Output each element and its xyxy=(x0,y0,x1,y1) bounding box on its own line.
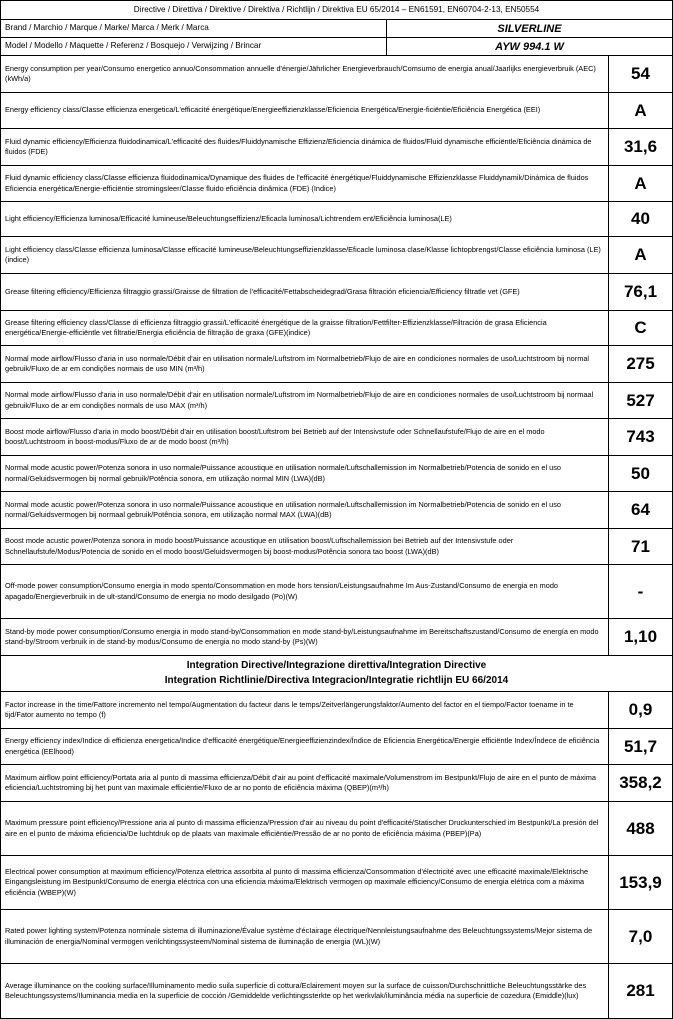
row-value: C xyxy=(608,310,673,346)
row-label: Rated power lighting system/Potenza norminale sistema di illuminazione/Évalue système d'écIairage électrique/Nennleistungsaufnahme des Beleuchtungssystems/Mejor sistema de illuminación de energia/Nominal vermogen verilchtingssysteem/Nominal sistema de iluminação de energia (WL)(W) xyxy=(0,909,609,964)
row-value: 54 xyxy=(608,55,673,93)
row-label: Fluid dynamic efficiency/Efficienza fluidodinamica/L'efficacité des fluides/Fluiddynamische Effizienz/Eficiencia dinámica de fluidos/Fluid dynamische efficiëntle/Eficiência dinámica de fluidos (FDE) xyxy=(0,128,609,166)
row-value: 0,9 xyxy=(608,691,673,729)
row-label: Normal mode acustic power/Potenza sonora in uso normale/Puissance acoustique en utilisation normale/Luftschallemission im Normalbetrieb/Potencia de sonido en el uso normal/Geluidsvermogen bij normaal gebruik/Potência sonora, em utilização normal MAX (LWA)(dB) xyxy=(0,491,609,529)
row-label: Normal mode airflow/Flusso d'aria in uso normale/Débit d'air en utilisation normale/Luftstrom im Normalbetrieb/Flujo de aire en condiciones normales de uso/Luchtstroom bij normaal gebruik/Fluxo de ar em condições normals de uso MAX (m³/h) xyxy=(0,382,609,419)
row-label: Stand-by mode power consumption/Consumo energia in modo stand-by/Consommation en mode stand-by/Leistungsaufnahme im Bereitschaftszustand/Consumo de energía en modo stand-by/Stroom verbruik in de stand-by modus/Consumo de energia no modo stand-by (Ps)(W) xyxy=(0,618,609,656)
model-label: Model / Modello / Maquette / Referenz / Bosquejo / Verwijzing / Brincar xyxy=(0,37,387,56)
section-title-line-1: Integration Directive/Integrazione direttiva/Integration Directive xyxy=(186,660,487,671)
row-value: 31,6 xyxy=(608,128,673,166)
row-value: 71 xyxy=(608,528,673,565)
row-label: Factor increase in the time/Fattore incremento nel tempo/Augmentation du facteur dans le temps/Zeitverlängerungsfaktor/Aumento del factor en el tiempo/Factor toename in te tijd/Fator aumento no tempo (f) xyxy=(0,691,609,729)
row-value: 40 xyxy=(608,201,673,237)
row-value: 50 xyxy=(608,455,673,492)
row-label: Light efficiency class/Classe efficienza luminosa/Classe efficacité lumineuse/Beleuchtungseffizienzklasse/Eficacle luminosa clase/Klasse lichtopbrengst/Classe eficiência luminosa (LE)(indice) xyxy=(0,236,609,274)
row-value: 153,9 xyxy=(608,855,673,910)
row-label: Grease filtering efficiency class/Classe di efficienza filtraggio grassi/L'efficacité énergétique de la graisse filtration/Fettfilter-Effizienzklasse/Filtración de grasa Eficiencia energética/Energie-efficiëntle vet filtratie/Energia eficiência de filtração de graxa (GFE)(indice) xyxy=(0,310,609,346)
row-value: 76,1 xyxy=(608,273,673,311)
row-label: Boost mode acustic power/Potenza sonora in modo boost/Puissance acoustique en utilisation boost/Luftschallemission bei Betrieb auf der Intensivstufe oder Schnellaufstufe/Modus/Potencia de sonido en el modo boost/Geluidsvermogen bij boost-modus/Potência sonora tao boost (LWA)(dB) xyxy=(0,528,609,565)
row-label: Energy efficiency index/Indice di efficienza energetica/Indice d'efficacité énergétique/Energieeffizienzindex/Índice de Eficiencia Energética/Energie efficiëntle Index/Índece de eficiência energética (EElhood) xyxy=(0,728,609,765)
row-value: A xyxy=(608,236,673,274)
row-value: - xyxy=(608,564,673,619)
row-label: Normal mode acustic power/Potenza sonora in uso normale/Puissance acoustique en utilisation normale/Luftschallemission im Normalbetrieb/Potencia de sonido en el uso normal/Geluidsvermogen bij normal gebruik/Potência sonora, em utilização normal MIN (LWA)(dB) xyxy=(0,455,609,492)
row-label: Average illuminance on the cooking surface/Illuminamento medio suila superficie di cottura/Eclairement moyen sur la surface de cuisson/Durchschnittliche Beleuchtungsstärke des Beleuchtungssystems/Iluminancia media en la superficie de cocción /Gemiddelde verlichtingssterkte op het werkvlak/iluminância média na superficie de cozedura (Emiddle)(lux) xyxy=(0,963,609,1019)
row-label: Maximum airflow point efficiency/Portata aria al punto di massima efficienza/Débit d'air au point d'efficacité maximale/Volumenstrom im Bestpunkt/Flujo de aire en el punto de máxima eficiencia/Luchtstroming bij het punt van maximale efficiëntie/Fluxo de ar no ponto de eficiência máxima (QBEP)(m³/h) xyxy=(0,764,609,802)
row-label: Electrical power consumption at maximum efficiency/Potenza elettrica assorbita al punto di massima efficienza/Consommation d'électricité avec une efficacité maximale/Elektrische Eingangsleistung im Bestpunkt/Consumo de energia eléctrica con una eficiencia máxima/Elektrisch vermogen op maximale efficiency/Consumo de energia elétrica com a máxima eficiência (WBEP)(W) xyxy=(0,855,609,910)
section-title-line-2: Integration Richtlinie/Directiva Integracion/Integratie richtlijn EU 66/2014 xyxy=(164,674,509,686)
row-value: 358,2 xyxy=(608,764,673,802)
row-label: Maximum pressure point efficiency/Pressione aria al punto di massima efficienza/Pression d'air au niveau du point d'efficacité/Statischer Druckunterschied im Bestpunkt/La presión del aire en el punto de máxima eficiencia/De luchtdruk op de plaats van maximale efficiëntie/Pressão de ar no ponto de eficiência máxima (PBEP)(Pa) xyxy=(0,801,609,856)
row-value: 488 xyxy=(608,801,673,856)
row-value: A xyxy=(608,165,673,202)
row-label: Energy consumption per year/Consumo energetico annuo/Consommation annuelle d'énergie/Jährlicher Energieverbrauch/Comsumo de energia anual/Jaarlijks energieverbruik (AEC)(kWh/a) xyxy=(0,55,609,93)
row-value: 64 xyxy=(608,491,673,529)
row-value: A xyxy=(608,92,673,129)
row-label: Light efficiency/Efficienza luminosa/Efficacité lumineuse/Beleuchtungseffizienz/Eficacla luminosa/Lichtrendem ent/Eficiência luminosa(LE) xyxy=(0,201,609,237)
row-label: Boost mode airflow/Flusso d'aria in modo boost/Débit d'air en utilisation boost/Luftstrom bei Betrieb auf der Intensivstufe oder Schnellaufstufe/Flujo de aire en el modo boost/Luchtstroom in boost-modus/Fluxo de ar de modo boost (m³/h) xyxy=(0,418,609,456)
row-value: 527 xyxy=(608,382,673,419)
brand-value: SILVERLINE xyxy=(386,19,673,38)
row-value: 7,0 xyxy=(608,909,673,964)
integration-directive-heading xyxy=(0,655,673,692)
brand-label: Brand / Marchio / Marque / Marke/ Marca / Merk / Marca xyxy=(0,19,387,38)
directive-header: Directive / Direttiva / Direktive / Direktiva / Richtlijn / Direktiva EU 65/2014 – EN61591, EN60704-2-13, EN50554 xyxy=(0,0,673,20)
row-label: Off-mode power consumption/Consumo energia in modo spento/Consommation en mode hors tension/Leistungsaufnahme Im Aus-Zustand/Consumo de energia en modo apagado/Energieverbruik in de ult-stand/Consumo de energia no modo desilgado (Po)(W) xyxy=(0,564,609,619)
model-value: AYW 994.1 W xyxy=(386,37,673,56)
row-label: Grease filtering efficiency/Efficienza filtraggio grassi/Graisse de filtration de l'efficacité/Fettabscheidegrad/Grasa filtración eficiencia/Efficiency filtratle vet (GFE) xyxy=(0,273,609,311)
row-label: Fluid dynamic efficiency class/Classe efficienza fluidodinamica/Dynamique des fluides de l'efficacité énergétique/Fluiddynamische Effizienzklasse Fluiddynamik/Dinámica de fluidos Eficiencia energética/Energie-efficiëntie stromingsleer/Classe fluido eficiência dinâmica (FDE) (Indice) xyxy=(0,165,609,202)
row-label: Energy efficiency class/Classe efficienza energetica/L'efficacité énergétique/Energieeffizienzklasse/Eficiencia Energética/Energie-ficiëntie/Eficiência Energética (EEI) xyxy=(0,92,609,129)
row-label: Normal mode airflow/Flusso d'aria in uso normale/Débit d'air en utilisation normale/Luftstrom im Normalbetrieb/Flujo de aire en condiciones normales de uso/Luchtstroom bij normal gebruik/Fluxo de ar em condições normais de uso MIN (m³/h) xyxy=(0,345,609,383)
row-value: 281 xyxy=(608,963,673,1019)
row-value: 1,10 xyxy=(608,618,673,656)
row-value: 743 xyxy=(608,418,673,456)
row-value: 275 xyxy=(608,345,673,383)
row-value: 51,7 xyxy=(608,728,673,765)
